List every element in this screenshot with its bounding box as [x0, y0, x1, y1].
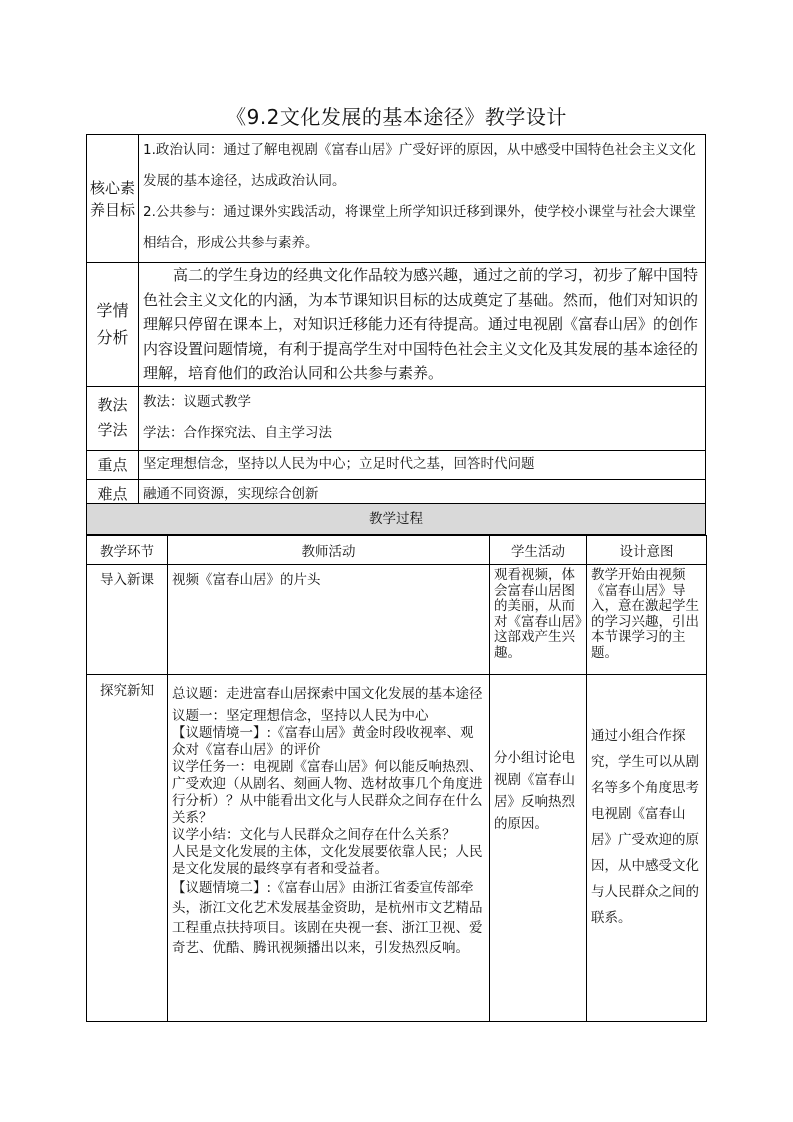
analysis-content — [139, 263, 706, 387]
core-literacy-content — [139, 135, 706, 263]
key-content: 坚定理想信念，坚持以人民为中心；立足时代之基，回答时代问题 — [139, 450, 706, 479]
analysis-label: 学情分析 — [87, 263, 139, 387]
column-header-intent: 设计意图 — [587, 536, 707, 565]
process-column-headers — [87, 536, 707, 565]
teacher-line: 议学任务一：电视剧《富春山居》何以能反响热烈、广受欢迎（从剧名、刻画人物、选材故事几个角度进行分析）？从中能看出文化与人民群众之间存在什么关系？ — [172, 759, 483, 826]
core-literacy-row — [87, 135, 706, 263]
teaching-method: 教法：议题式教学 — [143, 393, 251, 410]
core-literacy-label: 核心素养目标 — [87, 135, 139, 263]
student-cell: 分小组讨论电视剧《富春山居》反响热烈的原因。 — [490, 675, 587, 1022]
core-item-2: 2.公共参与：通过课外实践活动，将课堂上所学知识迁移到课外，使学校小课堂与社会大课堂相结合，形成公共参与素养。 — [143, 204, 696, 251]
teacher-line: 议题一：坚定理想信念，坚持以人民为中心 — [172, 708, 429, 724]
stage-cell: 导入新课 — [87, 565, 168, 675]
teacher-line: 视频《富春山居》的片头 — [172, 572, 321, 588]
intent-cell: 教学开始由视频《富春山居》导入，意在激起学生的学习兴趣，引出本节课学习的主题。 — [587, 565, 707, 675]
intent-cell: 通过小组合作探究，学生可以从剧名等多个角度思考电视剧《富春山居》广受欢迎的原因，从中感受文化与人民群众之间的联系。 — [587, 675, 707, 1022]
process-table — [86, 535, 707, 1022]
teacher-line: 总议题：走进富春山居探索中国文化发展的基本途径 — [172, 686, 483, 702]
analysis-text: 高二的学生身边的经典文化作品较为感兴趣，通过之前的学习，初步了解中国特色社会主义文化的内涵，为本节课知识目标的达成奠定了基础。然而，他们对知识的理解只停留在课本上，对知识迁移能力还有待提高。通过电视剧《富春山居》的创作内容设置问题情境，有利于提高学生对中国特色社会主义文化及其发展的基本途径的理解，培育他们的政治认同和公共参与素养。 — [143, 266, 699, 382]
column-header-student: 学生活动 — [490, 536, 587, 565]
student-cell: 观看视频，体会富春山居图的美丽，从而对《富春山居》这部戏产生兴趣。 — [490, 565, 587, 675]
process-header: 教学过程 — [86, 503, 706, 535]
column-header-teacher: 教师活动 — [168, 536, 490, 565]
column-header-stage: 教学环节 — [87, 536, 168, 565]
table-row — [87, 675, 707, 1022]
lesson-info-table — [86, 134, 706, 509]
methods-content — [139, 386, 706, 450]
teacher-cell — [168, 675, 490, 1022]
methods-label: 教法学法 — [87, 386, 139, 450]
teacher-line: 人民是文化发展的主体，文化发展要依靠人民；人民是文化发展的最终享有者和受益者。 — [172, 844, 483, 877]
key-label: 重点 — [87, 450, 139, 479]
key-row — [87, 450, 706, 479]
difficulty-label: 难点 — [87, 479, 139, 508]
table-row — [87, 565, 707, 675]
methods-row — [87, 386, 706, 450]
document-title: 《9.2文化发展的基本途径》教学设计 — [226, 105, 567, 129]
core-item-1: 1.政治认同：通过了解电视剧《富春山居》广受好评的原因，从中感受中国特色社会主义文化发展的基本途径，达成政治认同。 — [143, 142, 696, 189]
stage-cell: 探究新知 — [87, 675, 168, 1022]
analysis-row — [87, 263, 706, 387]
teacher-cell — [168, 565, 490, 675]
teacher-line: 议学小结：文化与人民群众之间存在什么关系？ — [172, 827, 456, 843]
teacher-line: 【议题情境一】:《富春山居》黄金时段收视率、观众对《富春山居》的评价 — [172, 725, 474, 758]
learning-method: 学法：合作探究法、自主学习法 — [143, 424, 332, 441]
teacher-line: 【议题情境二】:《富春山居》由浙江省委宣传部牵头，浙江文化艺术发展基金资助，是杭州市文艺精品工程重点扶持项目。该剧在央视一套、浙江卫视、爱奇艺、优酷、腾讯视频播出以来，引发热烈反响。 — [172, 880, 483, 956]
difficulty-content: 融通不同资源，实现综合创新 — [139, 479, 706, 508]
